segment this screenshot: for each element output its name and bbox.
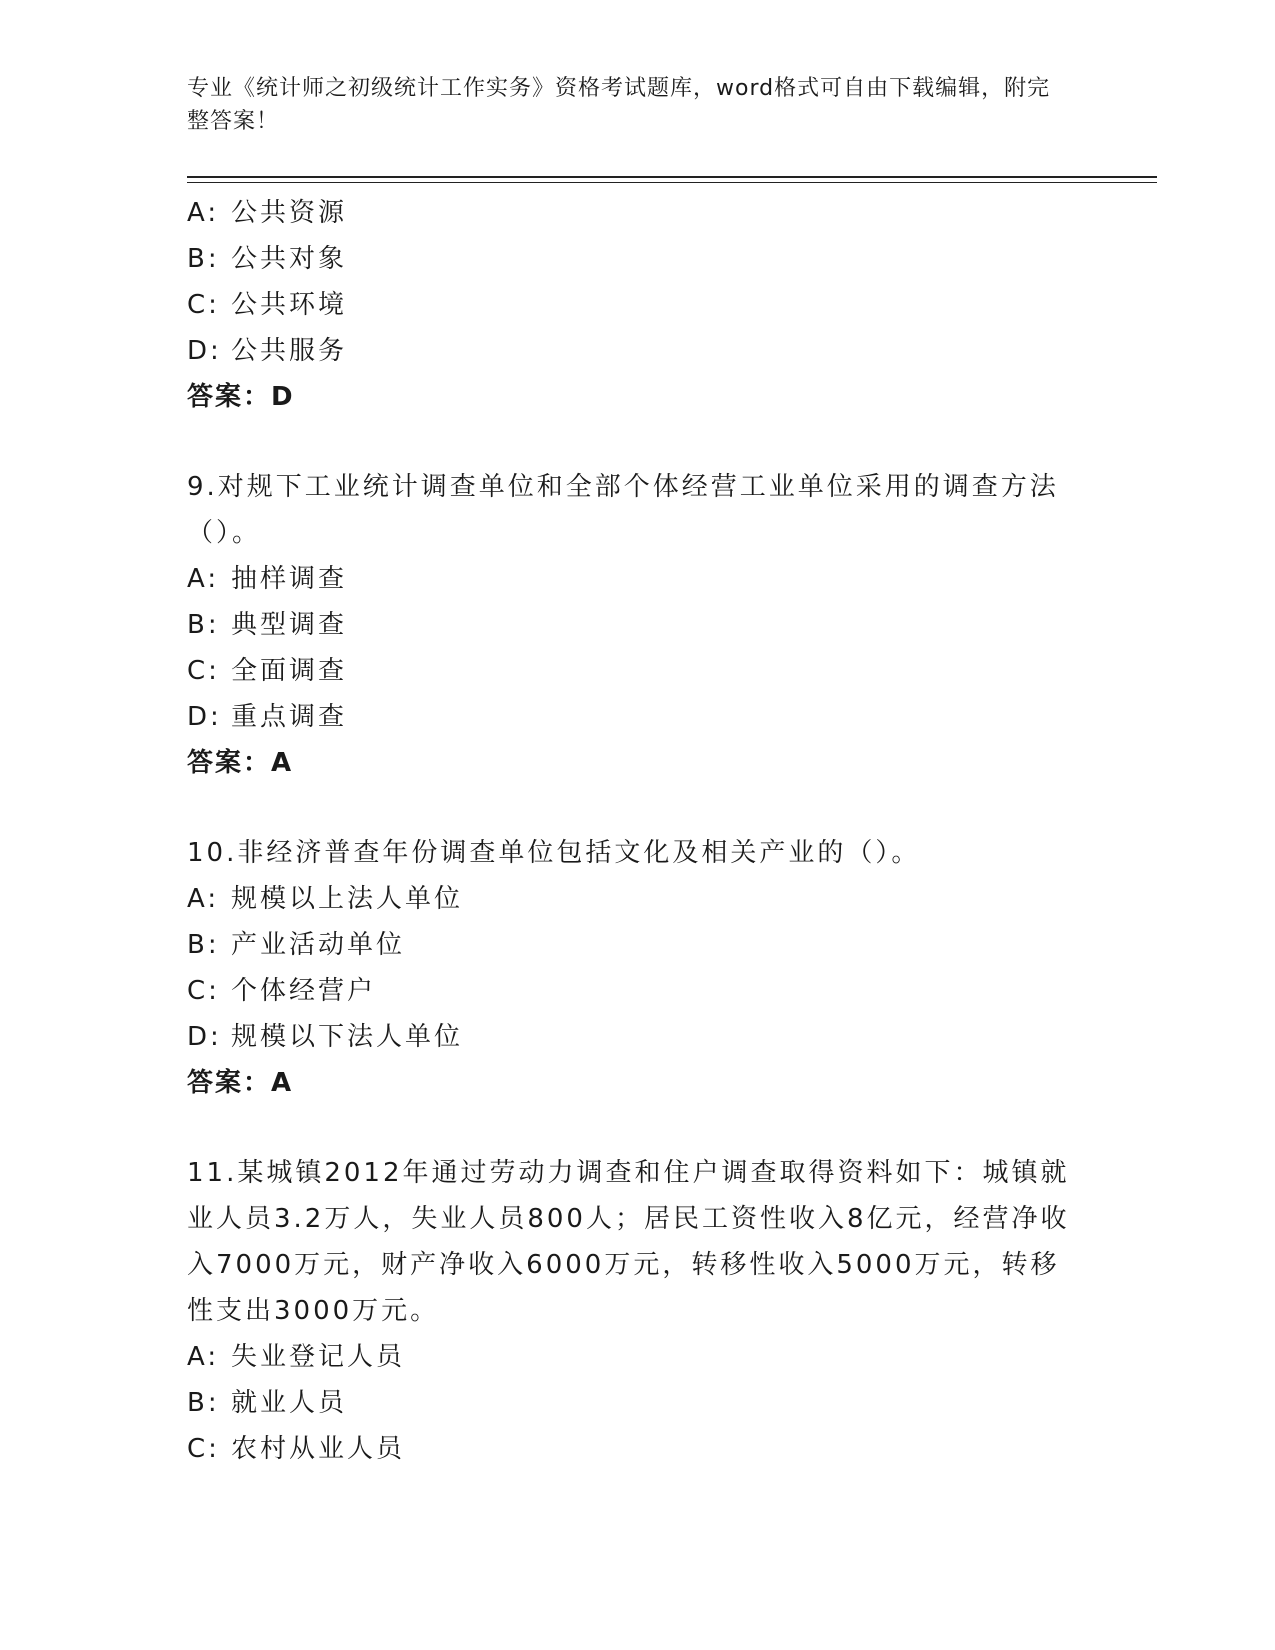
option-text: 典型调查	[231, 610, 348, 640]
answer: 答案：A	[187, 748, 294, 778]
option-text: 公共服务	[231, 336, 348, 366]
answer: 答案：D	[187, 382, 295, 412]
question-list	[187, 190, 1087, 1472]
option-a	[187, 1334, 1087, 1380]
option-a	[187, 190, 1087, 236]
option-text: 就业人员	[231, 1388, 348, 1418]
option-c	[187, 648, 1087, 694]
option-letter: D:	[187, 1022, 222, 1052]
header-divider-thin	[187, 182, 1157, 183]
option-c	[187, 282, 1087, 328]
question-9	[187, 464, 1087, 786]
option-letter: C:	[187, 656, 220, 686]
option-letter: A:	[187, 1342, 220, 1372]
question-8	[187, 190, 1087, 420]
option-text: 农村从业人员	[231, 1434, 406, 1464]
option-b	[187, 922, 1087, 968]
option-b	[187, 236, 1087, 282]
document-header: 专业《统计师之初级统计工作实务》资格考试题库，word格式可自由下载编辑，附完整答案！	[187, 76, 1051, 134]
question-11	[187, 1150, 1087, 1472]
question-text: 9.对规下工业统计调查单位和全部个体经营工业单位采用的调查方法（）。	[187, 472, 1059, 548]
option-c	[187, 968, 1087, 1014]
option-text: 产业活动单位	[231, 930, 406, 960]
option-a	[187, 876, 1087, 922]
answer: 答案：A	[187, 1068, 294, 1098]
option-text: 失业登记人员	[231, 1342, 406, 1372]
option-letter: C:	[187, 976, 220, 1006]
option-a	[187, 556, 1087, 602]
option-d	[187, 328, 1087, 374]
option-text: 公共对象	[231, 244, 348, 274]
option-b	[187, 1380, 1087, 1426]
option-letter: A:	[187, 564, 220, 594]
option-text: 规模以下法人单位	[231, 1022, 464, 1052]
option-text: 个体经营户	[231, 976, 377, 1006]
option-text: 重点调查	[231, 702, 348, 732]
option-c	[187, 1426, 1087, 1472]
option-d	[187, 694, 1087, 740]
option-letter: C:	[187, 290, 220, 320]
option-d	[187, 1014, 1087, 1060]
question-text: 11.某城镇2012年通过劳动力调查和住户调查取得资料如下：城镇就业人员3.2万人，失业人员800人；居民工资性收入8亿元，经营净收入7000万元，财产净收入6000万元，转移性收入5000万元，转移性支出3000万元。	[187, 1158, 1070, 1326]
option-letter: C:	[187, 1434, 220, 1464]
option-letter: B:	[187, 1388, 220, 1418]
option-letter: D:	[187, 336, 222, 366]
option-letter: B:	[187, 930, 220, 960]
option-letter: D:	[187, 702, 222, 732]
option-text: 公共环境	[231, 290, 348, 320]
option-b	[187, 602, 1087, 648]
option-text: 公共资源	[231, 198, 348, 228]
question-10	[187, 830, 1087, 1106]
option-text: 全面调查	[231, 656, 348, 686]
option-letter: B:	[187, 244, 220, 274]
question-text: 10.非经济普查年份调查单位包括文化及相关产业的（）。	[187, 838, 921, 868]
option-letter: A:	[187, 884, 220, 914]
option-text: 规模以上法人单位	[231, 884, 464, 914]
header-divider-thick	[187, 176, 1157, 178]
option-letter: A:	[187, 198, 220, 228]
option-letter: B:	[187, 610, 220, 640]
option-text: 抽样调查	[231, 564, 348, 594]
